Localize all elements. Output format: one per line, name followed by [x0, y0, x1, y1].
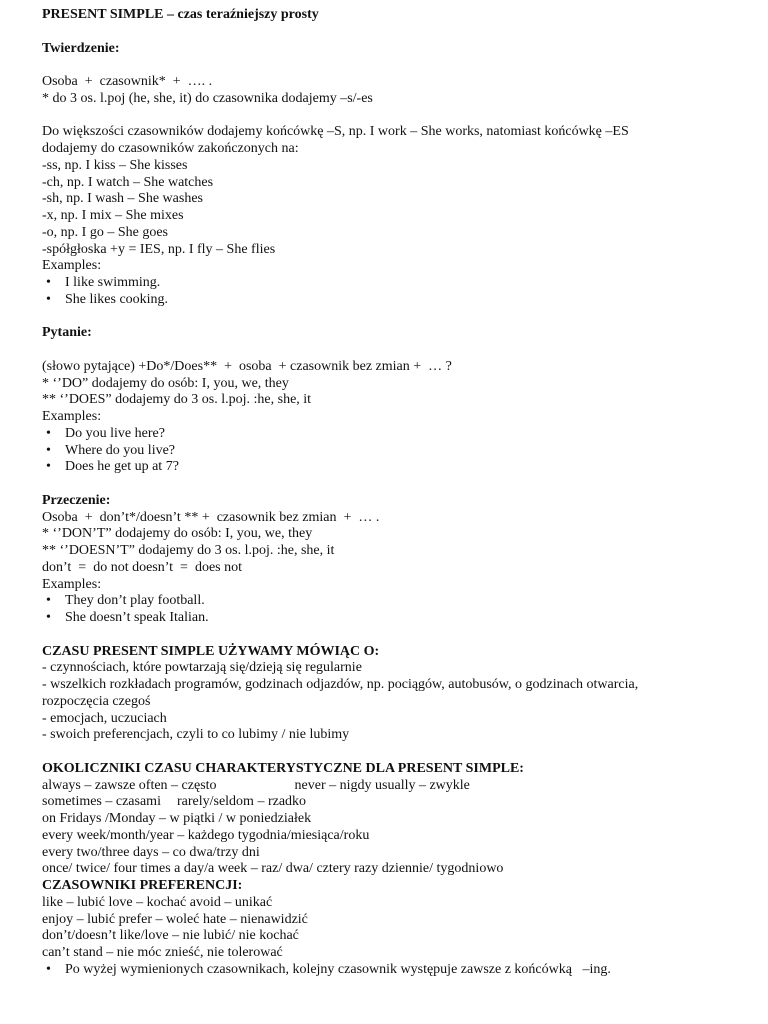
ending-item: -sh, np. I wash – She washes	[42, 191, 203, 207]
question-note: ** ‘’DOES” dodajemy do 3 os. l.poj. :he, she, it	[42, 392, 312, 408]
example-item	[42, 426, 732, 443]
example-item	[42, 459, 732, 476]
example-text: Do you live here?	[65, 425, 165, 441]
contractions-line: don’t = do not doesn’t = does not	[42, 559, 242, 575]
ending-item: -o, np. I go – She goes	[42, 224, 168, 240]
spacer	[42, 108, 732, 125]
examples-label: Examples:	[42, 576, 102, 592]
examples-label: Examples:	[42, 409, 102, 424]
adverb-row: every week/month/year – każdego tygodnia/miesiąca/roku	[42, 827, 370, 843]
spacer	[42, 24, 732, 41]
example-text: Where do you live?	[65, 442, 176, 458]
negative-note: ** ‘’DOESN’T” dodajemy do 3 os. l.poj. :he, she, it	[42, 543, 335, 558]
bullet-icon: •	[46, 425, 51, 441]
ending-rule-line: Do większości czasowników dodajemy końcówkę –S, np. I work – She works, natomiast końcówkę –ES	[42, 124, 629, 140]
bullet-icon: •	[46, 593, 51, 609]
document-title: PRESENT SIMPLE – czas teraźniejszy prosty	[42, 7, 319, 22]
bullet-icon: •	[46, 291, 51, 307]
usage-item: - wszelkich rozkładach programów, godzinach odjazdów, np. pociągów, autobusów, o godzinach otwarcia,	[42, 677, 639, 692]
bullet-icon: •	[46, 961, 51, 977]
bullet-icon: •	[46, 459, 51, 475]
preference-note-text: Po wyżej wymienionych czasownikach, kolejny czasownik występuje zawsze z końcówką –ing.	[65, 961, 611, 977]
example-text: She likes cooking.	[65, 291, 169, 307]
adverb-text: never – nigdy usually – zwykle	[294, 777, 470, 793]
example-item	[42, 443, 732, 460]
adverb-row	[42, 778, 732, 795]
example-text: She doesn’t speak Italian.	[65, 610, 209, 625]
affirmative-formula: Osoba + czasownik* + …. .	[42, 74, 213, 89]
usage-item: - swoich preferencjach, czyli to co lubimy / nie lubimy	[42, 727, 350, 743]
document-page	[42, 7, 732, 979]
ending-item: -ss, np. I kiss – She kisses	[42, 157, 188, 173]
question-formula: (słowo pytające) +Do*/Does** + osoba + czasownik bez zmian + … ?	[42, 358, 452, 374]
preference-row: like – lubić love – kochać avoid – unikać	[42, 894, 273, 910]
section-heading-usage: CZASU PRESENT SIMPLE UŻYWAMY MÓWIĄC O:	[42, 643, 380, 659]
ending-item: -ch, np. I watch – She watches	[42, 174, 214, 190]
affirmative-note: * do 3 os. l.poj (he, she, it) do czasownika dodajemy –s/-es	[42, 90, 373, 106]
adverb-row: once/ twice/ four times a day/a week – raz/ dwa/ cztery razy dziennie/ tygodniowo	[42, 861, 504, 877]
preference-row: can’t stand – nie móc znieść, nie tolerować	[42, 945, 283, 960]
preference-row: don’t/doesn’t like/love – nie lubić/ nie kochać	[42, 928, 299, 944]
question-note: * ‘’DO” dodajemy do osób: I, you, we, they	[42, 375, 289, 391]
spacer	[42, 744, 732, 761]
bullet-icon: •	[46, 275, 51, 290]
example-text: They don’t play football.	[65, 593, 205, 609]
section-heading-pytanie: Pytanie:	[42, 325, 92, 341]
spacer	[42, 309, 732, 326]
adverb-row	[42, 794, 732, 811]
preference-row: enjoy – lubić prefer – woleć hate – nienawidzić	[42, 911, 308, 927]
example-item	[42, 610, 732, 627]
adverb-row: every two/three days – co dwa/trzy dni	[42, 844, 260, 860]
examples-label: Examples:	[42, 258, 102, 274]
adverb-text: always – zawsze often – często	[42, 777, 217, 793]
example-item	[42, 275, 732, 292]
example-item	[42, 593, 732, 610]
ending-rule-line: dodajemy do czasowników zakończonych na:	[42, 141, 299, 156]
bullet-icon: •	[46, 610, 51, 625]
section-heading-twierdzenie: Twierdzenie:	[42, 40, 120, 56]
ending-item: -spółgłoska +y = IES, np. I fly – She flies	[42, 241, 276, 257]
negative-note: * ‘’DON’T” dodajemy do osób: I, you, we, they	[42, 526, 313, 542]
usage-item: - czynnościach, które powtarzają się/dzieją się regularnie	[42, 660, 362, 676]
example-text: Does he get up at 7?	[65, 459, 179, 475]
example-item	[42, 292, 732, 309]
example-text: I like swimming.	[65, 275, 161, 290]
usage-item: rozpoczęcia czegoś	[42, 693, 151, 709]
section-heading-przeczenie: Przeczenie:	[42, 492, 111, 508]
section-heading-preferences: CZASOWNIKI PREFERENCJI:	[42, 878, 243, 893]
adverb-text: sometimes – czasami	[42, 794, 161, 810]
adverb-text: rarely/seldom – rzadko	[176, 794, 307, 810]
spacer	[42, 627, 732, 644]
spacer	[42, 57, 732, 74]
adverb-row: on Fridays /Monday – w piątki / w poniedziałek	[42, 811, 312, 826]
usage-item: - emocjach, uczuciach	[42, 710, 167, 726]
ending-item: -x, np. I mix – She mixes	[42, 208, 184, 223]
bullet-icon: •	[46, 442, 51, 458]
preference-note	[42, 962, 732, 979]
spacer	[42, 342, 732, 359]
spacer	[42, 476, 732, 493]
section-heading-adverbs: OKOLICZNIKI CZASU CHARAKTERYSTYCZNE DLA PRESENT SIMPLE:	[42, 760, 524, 776]
negative-formula: Osoba + don’t*/doesn’t ** + czasownik bez zmian + … .	[42, 509, 380, 525]
